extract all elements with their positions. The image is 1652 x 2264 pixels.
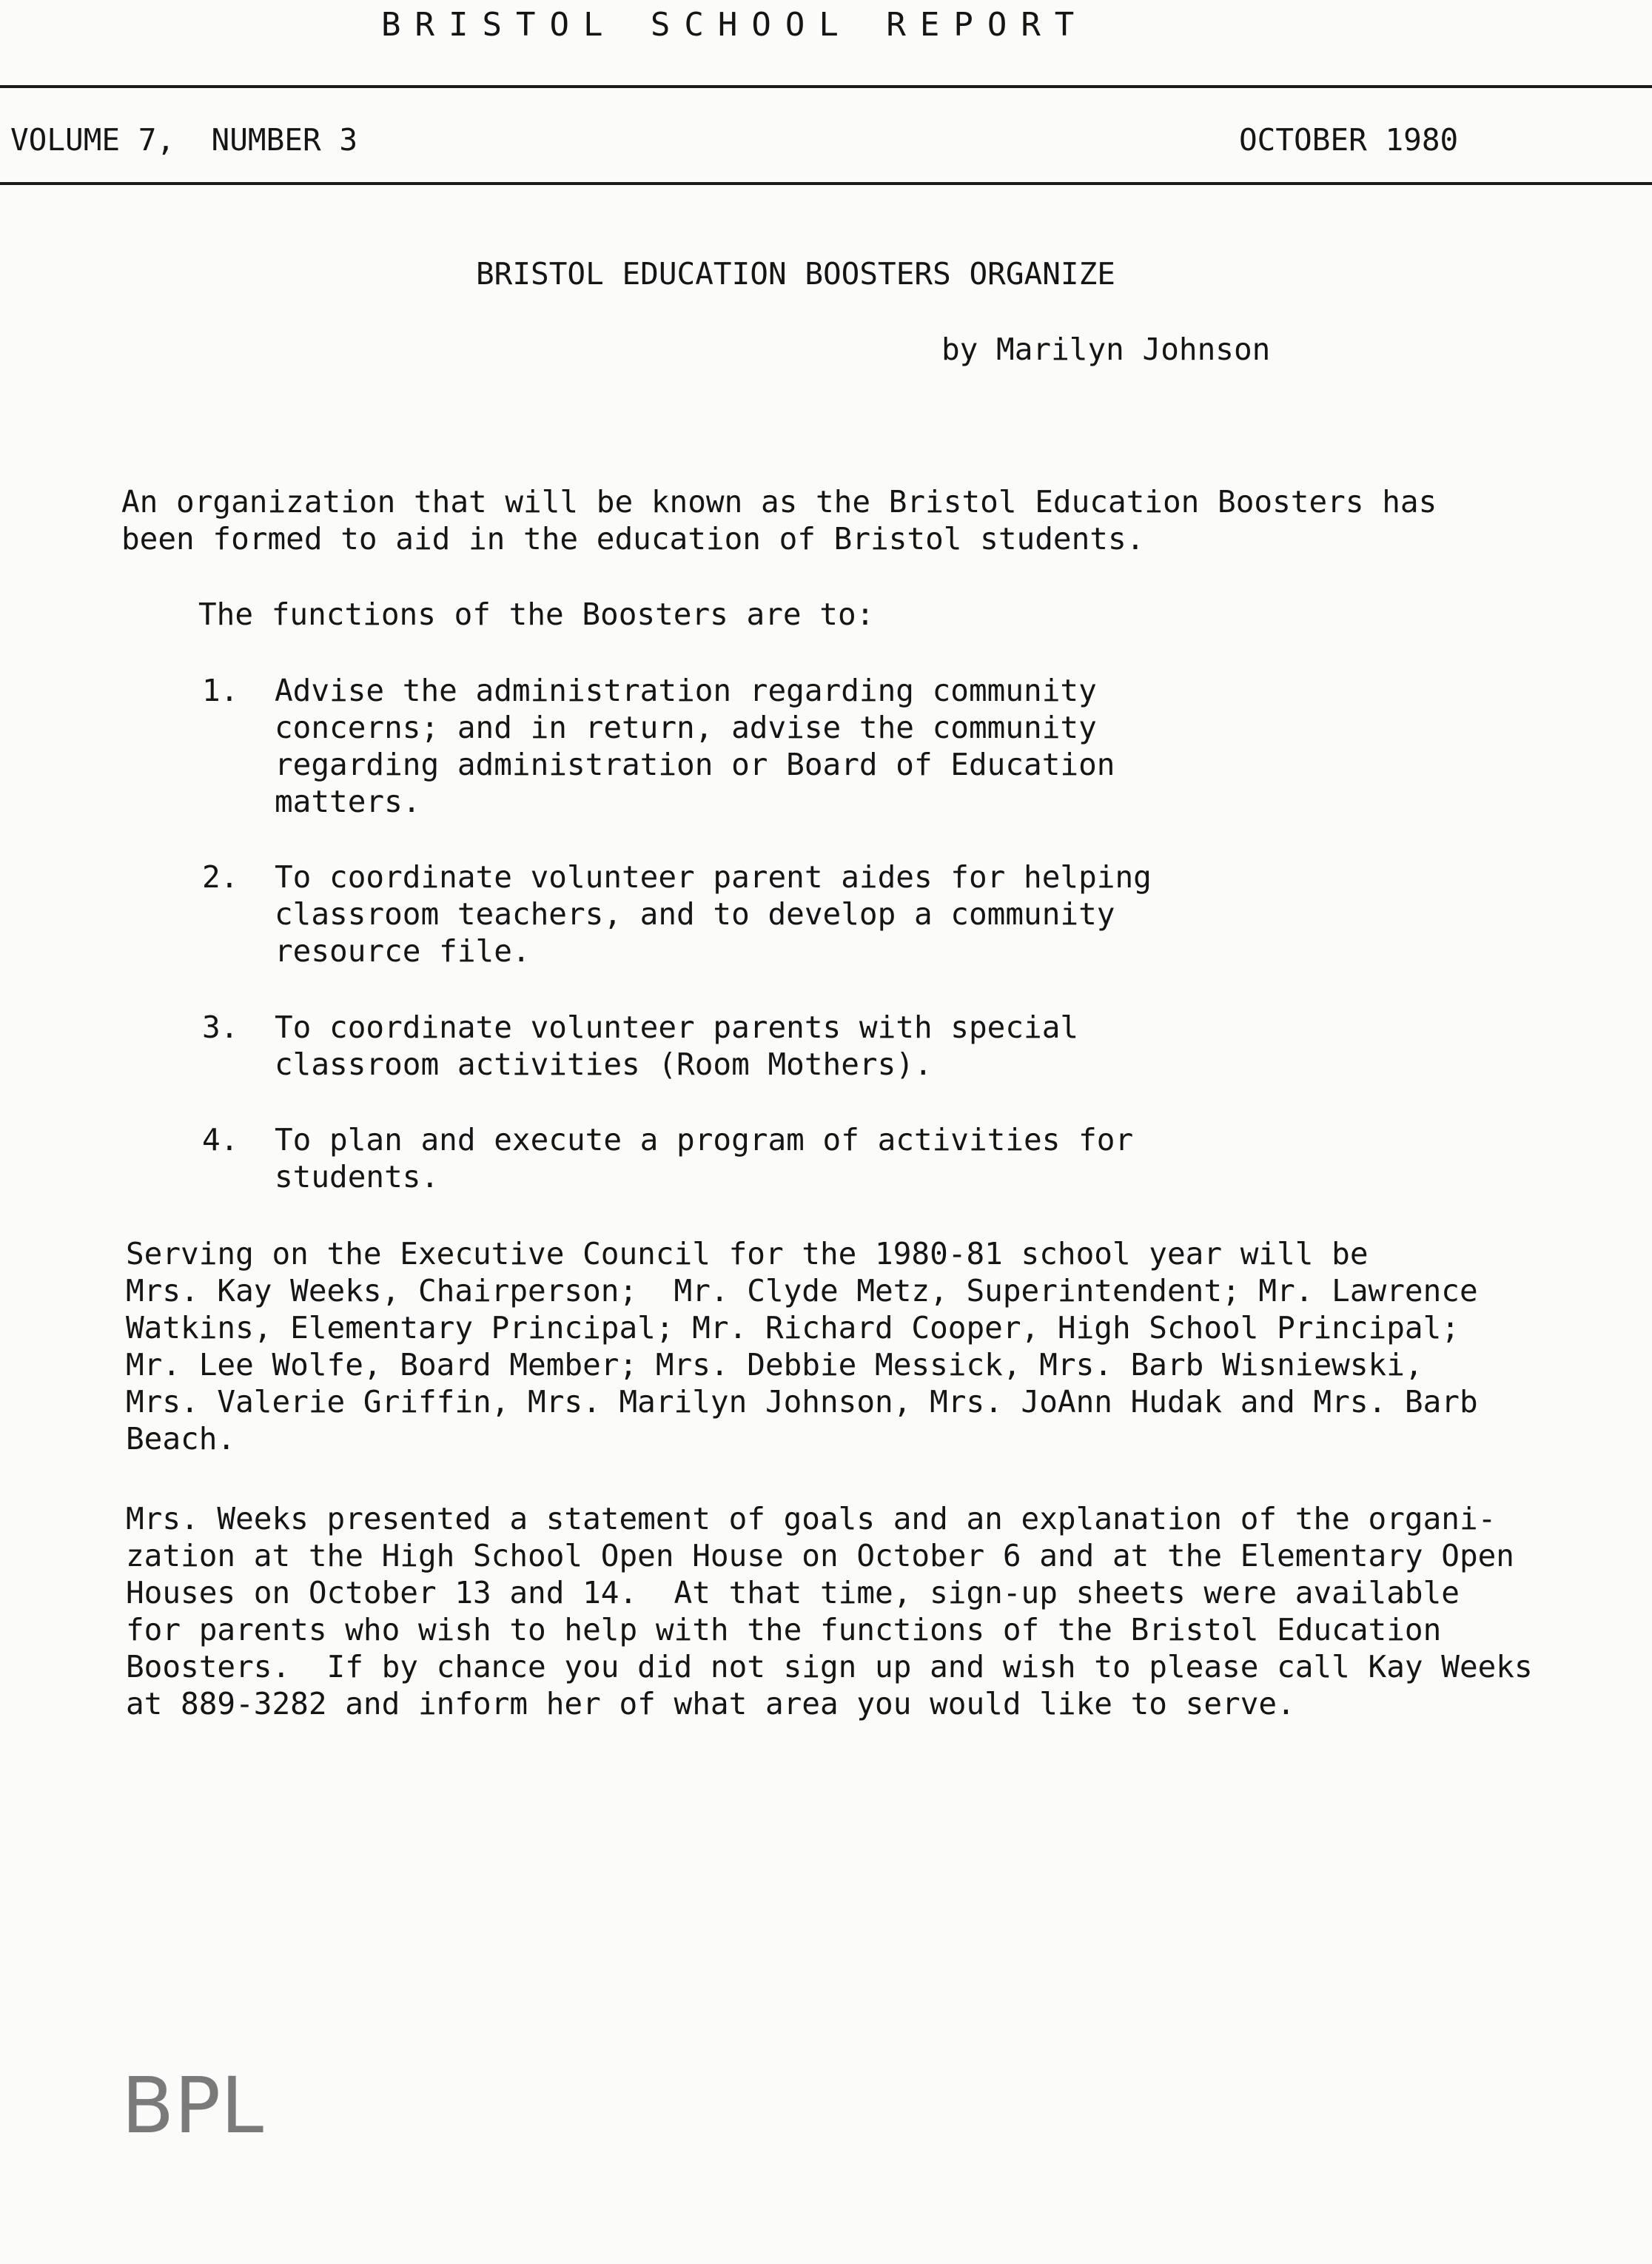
text-line: been formed to aid in the education of Bristol students.: [121, 521, 1145, 557]
text-line: zation at the High School Open House on October 6 and at the Elementary Open: [126, 1538, 1514, 1573]
volume-number: VOLUME 7, NUMBER 3: [10, 122, 357, 158]
issue-date: OCTOBER 1980: [1239, 122, 1459, 158]
functions-list: [202, 0, 1460, 1258]
text-line: Boosters. If by chance you did not sign up and wish to please call Kay Weeks: [126, 1649, 1533, 1684]
council-paragraph: [126, 1235, 1478, 1457]
text-line: at 889-3282 and inform her of what area you would like to serve.: [126, 1686, 1295, 1721]
article-byline: by Marilyn Johnson: [941, 332, 1271, 367]
text-line: An organization that will be known as the Bristol Education Boosters has: [121, 484, 1437, 520]
text-line: To plan and execute a program of activities for: [275, 1122, 1134, 1158]
article-headline: BRISTOL EDUCATION BOOSTERS ORGANIZE: [476, 256, 1115, 292]
text-line: Advise the administration regarding community: [275, 673, 1097, 708]
text-line: Mr. Lee Wolfe, Board Member; Mrs. Debbie Messick, Mrs. Barb Wisniewski,: [126, 1347, 1423, 1383]
text-line: Mrs. Valerie Griffin, Mrs. Marilyn Johnson, Mrs. JoAnn Hudak and Mrs. Barb: [126, 1384, 1478, 1420]
text-line: Beach.: [126, 1421, 236, 1457]
text-line: resource file.: [275, 933, 531, 969]
functions-lead: The functions of the Boosters are to:: [198, 597, 875, 632]
text-line: Houses on October 13 and 14. At that time, sign-up sheets were available: [126, 1575, 1460, 1610]
item-number: 2.: [202, 859, 239, 895]
text-line: Mrs. Weeks presented a statement of goals and an explanation of the organi-: [126, 1501, 1497, 1536]
item-number: 1.: [202, 673, 239, 708]
text-line: students.: [275, 1159, 440, 1195]
text-line: To coordinate volunteer parents with special: [275, 1010, 1079, 1045]
text-line: Mrs. Kay Weeks, Chairperson; Mr. Clyde Metz, Superintendent; Mr. Lawrence: [126, 1273, 1478, 1309]
item-number: 3.: [202, 1010, 239, 1045]
text-line: classroom activities (Room Mothers).: [275, 1047, 933, 1082]
text-line: for parents who wish to help with the functions of the Bristol Education: [126, 1612, 1442, 1647]
closing-paragraph: [126, 1500, 1533, 1722]
text-line: regarding administration or Board of Education: [275, 747, 1115, 782]
text-line: Watkins, Elementary Principal; Mr. Richard Cooper, High School Principal;: [126, 1310, 1460, 1346]
text-line: concerns; and in return, advise the community: [275, 710, 1097, 745]
newsletter-title: BRISTOL SCHOOL REPORT: [381, 6, 1089, 44]
item-number: 4.: [202, 1122, 239, 1158]
text-line: Serving on the Executive Council for the 1980-81 school year will be: [126, 1236, 1369, 1272]
text-line: To coordinate volunteer parent aides for helping: [275, 859, 1152, 895]
library-watermark: BPL: [121, 2060, 264, 2151]
text-line: matters.: [275, 784, 421, 819]
text-line: classroom teachers, and to develop a community: [275, 896, 1115, 932]
